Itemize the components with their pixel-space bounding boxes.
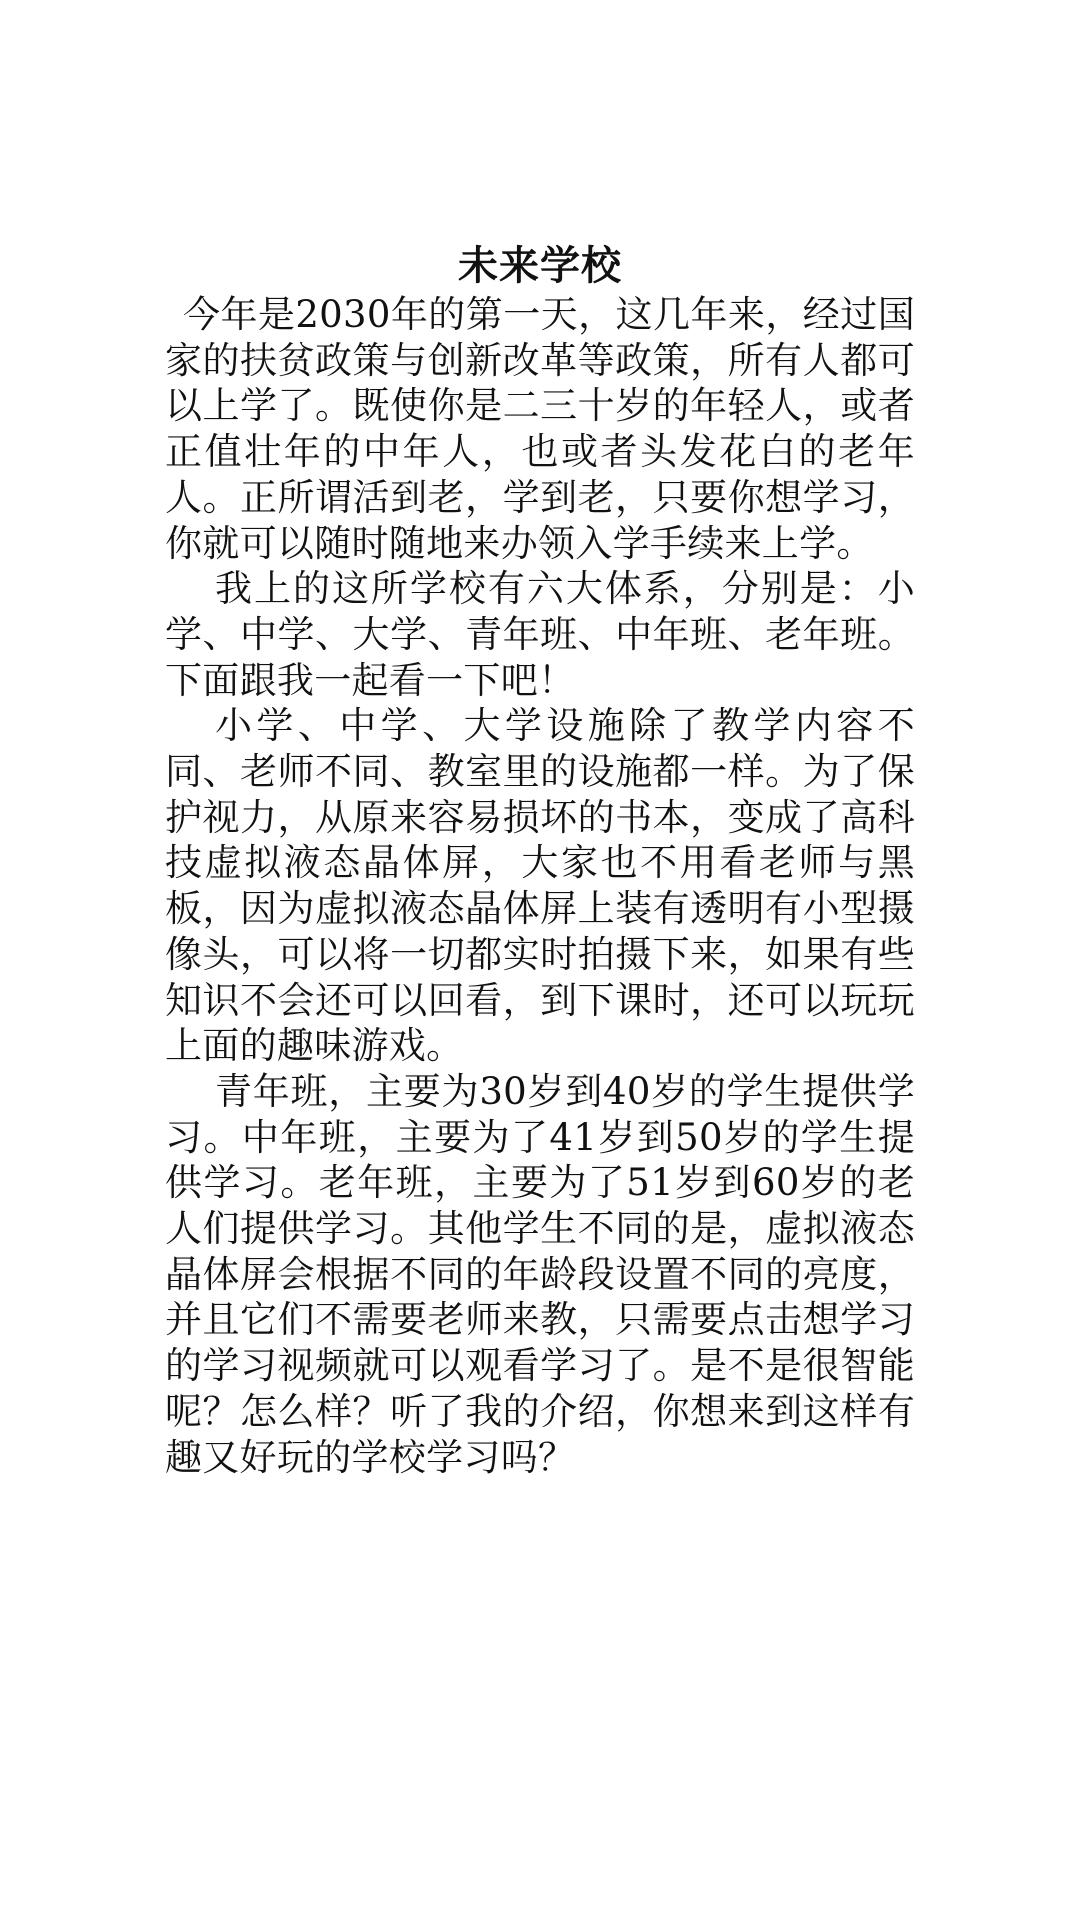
paragraph-facilities: 小学、中学、大学设施除了教学内容不同、老师不同、教室里的设施都一样。为了保护视力，从原来容易损坏的书本，变成了高科技虚拟液态晶体屏，大家也不用看老师与黑板，因为虚拟液态晶体屏上装有透明有小型摄像头，可以将一切都实时拍摄下来，如果有些知识不会还可以回看，到下课时，还可以玩玩上面的趣味游戏。 bbox=[165, 704, 915, 1068]
essay-body bbox=[165, 240, 915, 1480]
paragraph-intro: 今年是2030年的第一天，这几年来，经过国家的扶贫政策与创新改革等政策，所有人都可以上学了。既使你是二三十岁的年轻人，或者正值壮年的中年人，也或者头发花白的老年人。正所谓活到老，学到老，只要你想学习，你就可以随时随地来办领入学手续来上学。 bbox=[165, 293, 915, 565]
paragraph-adult-classes: 青年班，主要为30岁到40岁的学生提供学习。中年班，主要为了41岁到50岁的学生提供学习。老年班，主要为了51岁到60岁的老人们提供学习。其他学生不同的是，虚拟液态晶体屏会根据不同的年龄段设置不同的亮度，并且它们不需要老师来教，只需要点击想学习的学习视频就可以观看学习了。是不是很智能呢？怎么样？听了我的介绍，你想来到这样有趣又好玩的学校学习吗？ bbox=[165, 1069, 915, 1479]
essay-title: 未来学校 bbox=[458, 243, 622, 289]
paragraph-school-systems: 我上的这所学校有六大体系，分别是：小学、中学、大学、青年班、中年班、老年班。下面跟我一起看一下吧！ bbox=[165, 567, 915, 702]
